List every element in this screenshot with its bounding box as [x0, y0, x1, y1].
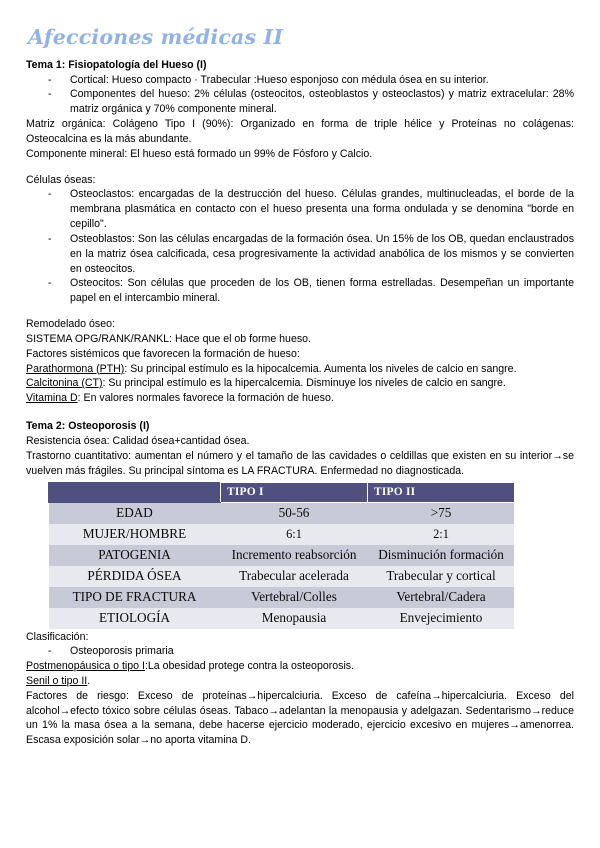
- table-row: [49, 502, 515, 524]
- factor-term: Vitamina D: [26, 392, 78, 405]
- list-item: - Cortical: Hueso compacto · Trabecular :Hueso esponjoso con médula ósea en su interior.: [48, 73, 574, 88]
- cell-tipo-i: Incremento reabsorción: [221, 545, 368, 566]
- type-term: Senil o tipo II: [26, 674, 88, 687]
- table-row: [49, 524, 515, 545]
- cell-tipo-ii: Trabecular y cortical: [368, 566, 515, 587]
- heading-clasificacion: Clasificación:: [26, 630, 89, 643]
- cell-tipo-ii: Envejecimiento: [368, 608, 515, 629]
- list-item: - Osteoclastos: encargadas de la destrucción del hueso. Células grandes, multinucleadas, el borde de la membrana plasmática en contacto con el hueso presenta una forma ondulada y se denomina "borde en cepillo".: [48, 187, 574, 231]
- row-label: MUJER/HOMBRE: [49, 524, 221, 545]
- row-label: EDAD: [49, 502, 221, 524]
- paragraph-trastorno-cuantitativo: Trastorno cuantitativo: aumentan el número y el tamaño de las cavidades o celdillas que existen en su interior→se vuelven más frágiles. Su principal síntoma es LA FRACTURA. Enfermedad no diagnosticada.: [26, 449, 574, 477]
- list-item: - Osteoporosis primaria: [48, 644, 574, 659]
- heading-celulas-oseas: Células óseas:: [26, 173, 96, 186]
- heading-tema-1: Tema 1: Fisiopatología del Hueso (I): [26, 58, 207, 71]
- table-body: [49, 502, 515, 629]
- heading-remodelado-oseo: Remodelado óseo:: [26, 318, 115, 331]
- cell-tipo-i: 6:1: [221, 524, 368, 545]
- table-row: [49, 545, 515, 566]
- type-postmenopausica: [26, 659, 574, 674]
- clasificacion-bullet-list: [26, 644, 574, 659]
- row-label: ETIOLOGÍA: [49, 608, 221, 629]
- osteoporosis-comparison-table: [48, 482, 514, 629]
- osteoporosis-comparison-table-wrapper: [48, 482, 514, 630]
- factor-parathormona: [26, 362, 574, 377]
- cell-tipo-i: Vertebral/Colles: [221, 587, 368, 608]
- factor-vitamina-d: [26, 391, 574, 406]
- line-sistema-opg: SISTEMA OPG/RANK/RANKL: Hace que el ob forme hueso.: [26, 332, 311, 345]
- celulas-oseas-bullet-list: [26, 187, 574, 306]
- type-text: :La obesidad protege contra la osteoporosis.: [144, 660, 355, 673]
- factor-calcitonina: [26, 376, 574, 391]
- cell-tipo-ii: >75: [368, 502, 515, 524]
- cell-tipo-ii: Disminución formación: [368, 545, 515, 566]
- column-header-blank: [49, 482, 221, 502]
- type-text: .: [87, 674, 91, 687]
- cell-tipo-ii: Vertebral/Cadera: [368, 587, 515, 608]
- paragraph-resistencia-osea: Resistencia ósea: Calidad ósea+cantidad ósea.: [26, 435, 250, 448]
- table-row: [49, 608, 515, 629]
- row-label: PÉRDIDA ÓSEA: [49, 566, 221, 587]
- table-header: [49, 482, 515, 502]
- column-header-tipo-i: TIPO I: [221, 482, 368, 502]
- table-row: [49, 566, 515, 587]
- table-row: [49, 587, 515, 608]
- list-item: - Osteoblastos: Son las células encargadas de la formación ósea. Un 15% de los OB, quedan enclaustrados en la matriz ósea calcificada, cesa progresivamente la actividad anabólica de los mismos y se convierten en osteocitos.: [48, 232, 574, 276]
- paragraph-matriz-organica: Matriz orgánica: Colágeno Tipo I (90%): Organizado en forma de triple hélice y Proteínas no colágenas: Osteocalcina es la más abundante.: [26, 118, 574, 145]
- heading-tema-2: Tema 2: Osteoporosis (I): [26, 419, 150, 432]
- cell-tipo-ii: 2:1: [368, 524, 515, 545]
- paragraph-componente-mineral: Componente mineral: El hueso está formado un 99% de Fósforo y Calcio.: [26, 147, 373, 160]
- type-term: Postmenopáusica o tipo I: [26, 660, 145, 673]
- row-label: TIPO DE FRACTURA: [49, 587, 221, 608]
- list-item: - Osteocitos: Son células que proceden de los OB, tienen forma estrelladas. Desempeñan un importante papel en el intercambio mineral.: [48, 276, 574, 306]
- row-label: PATOGENIA: [49, 545, 221, 566]
- paragraph-factores-de-riesgo: Factores de riesgo: Exceso de proteínas→hipercalciuria. Exceso de cafeína→hipercalciuria. Exceso del alcohol→efecto tóxico sobre células óseas. Tabaco→adelantan la menopausia y adelgazan. Sedentarismo→reduce un 1% la masa ósea a la semana, debe hacerse ejercicio moderado, ejercicio excesivo en mujeres→amenorrea. Escasa exposición solar→no aporta vitamina D.: [26, 689, 574, 747]
- type-senil: [26, 674, 574, 689]
- factor-text: : Su principal estímulo es la hipocalcemia. Aumenta los niveles de calcio en sangre.: [124, 362, 517, 375]
- line-factores-sistemicos: Factores sistémicos que favorecen la formación de hueso:: [26, 347, 300, 360]
- table-header-row: [49, 482, 515, 502]
- page-title: Afecciones médicas II: [28, 25, 284, 49]
- factor-term: Calcitonina (CT): [26, 377, 103, 390]
- cell-tipo-i: Trabecular acelerada: [221, 566, 368, 587]
- cell-tipo-i: 50-56: [221, 502, 368, 524]
- factor-text: : Su principal estímulo es la hipercalcemia. Disminuye los niveles de calcio en sangre.: [102, 377, 506, 390]
- column-header-tipo-ii: TIPO II: [368, 482, 515, 502]
- factor-term: Parathormona (PTH): [26, 362, 125, 375]
- tema-1-bullet-list: [26, 73, 574, 117]
- list-item: - Componentes del hueso: 2% células (osteocitos, osteoblastos y osteoclastos) y matriz extracelular: 28% matriz orgánica y 70% componente mineral.: [48, 87, 574, 117]
- cell-tipo-i: Menopausia: [221, 608, 368, 629]
- factor-text: : En valores normales favorece la formación de hueso.: [77, 392, 334, 405]
